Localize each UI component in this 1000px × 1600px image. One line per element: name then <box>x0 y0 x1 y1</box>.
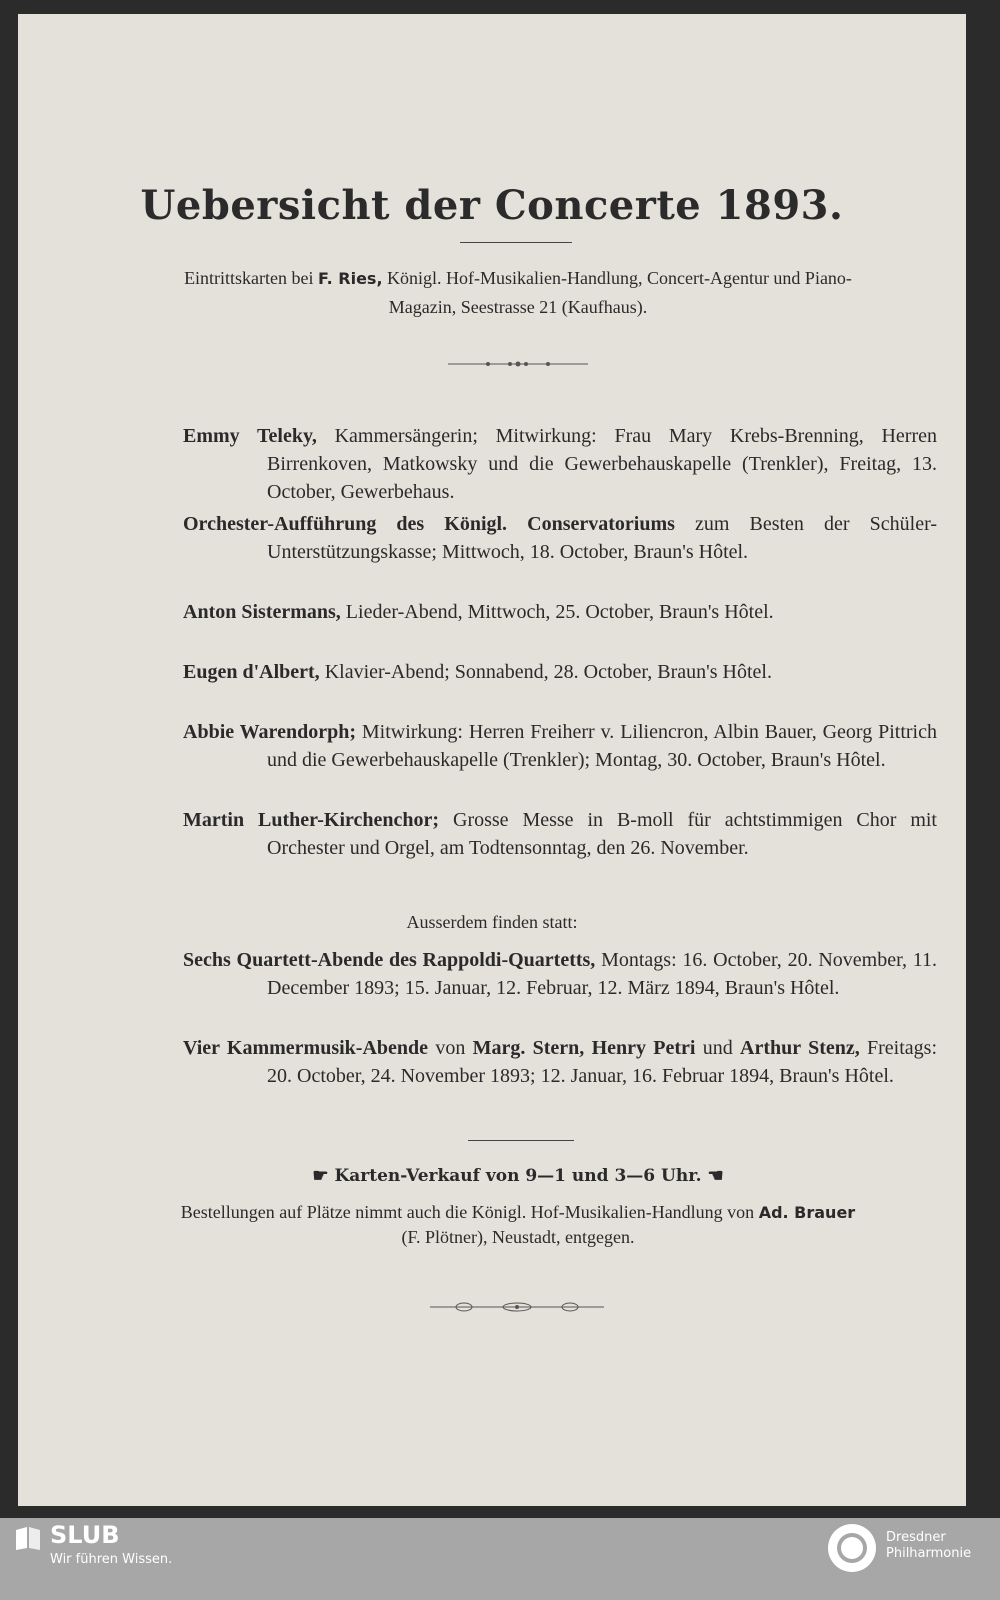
partner-name: Dresdner Philharmonie <box>886 1530 972 1561</box>
concert-entry: Martin Luther-Kirchenchor; Grosse Messe in B-moll für achtstimmigen Chor mit Orchester und Orgel, am Todtensonntag, den 26. November. <box>183 809 937 859</box>
book-icon <box>14 1524 42 1552</box>
concert-entry: Anton Sistermans, Lieder-Abend, Mittwoch, 25. October, Braun's Hôtel. <box>183 601 774 623</box>
concert-entry: Abbie Warendorph; Mitwirkung: Herren Freiherr v. Liliencron, Albin Bauer, Georg Pittrich und die Gewerbehauskapelle (Trenkler); Montag, 30. October, Braun's Hôtel. <box>183 721 937 771</box>
ornament-divider <box>448 358 588 370</box>
concert-entry: Orchester-Aufführung des Königl. Conservatoriums zum Besten der Schüler-Unterstützungskasse; Mittwoch, 18. October, Braun's Hôtel. <box>183 513 937 563</box>
orders-info: Bestellungen auf Plätze nimmt auch die Königl. Hof-Musikalien-Handlung von Ad. Brauer (F. Plötner), Neustadt, entgegen. <box>180 1202 856 1247</box>
section-divider <box>468 1140 574 1141</box>
additional-entry: Sechs Quartett-Abende des Rappoldi-Quartetts, Montags: 16. October, 20. November, 11. December 1893; 15. Januar, 12. Februar, 12. März 1894, Braun's Hôtel. <box>183 949 937 999</box>
concert-entry: Emmy Teleky, Kammersängerin; Mitwirkung: Frau Mary Krebs-Brenning, Herren Birrenkoven, Matkowsky und die Gewerbehauskapelle (Trenkler), Freitag, 13. October, Gewerbehaus. <box>183 425 938 503</box>
philharmonie-logo-icon <box>826 1522 878 1574</box>
library-tagline: Wir führen Wissen. <box>50 1552 173 1567</box>
library-name: SLUB <box>50 1521 120 1549</box>
sales-hours: ☛ Karten-Verkauf von 9—1 und 3—6 Uhr. ☚ <box>312 1165 724 1187</box>
additional-heading: Ausserdem finden statt: <box>406 912 578 932</box>
flourish-ornament <box>430 1300 604 1314</box>
document-page <box>18 14 966 1506</box>
additional-entry: Vier Kammermusik-Abende von Marg. Stern, Henry Petri und Arthur Stenz, Freitags: 20. October, 24. November 1893; 12. Januar, 16. Februar 1894, Braun's Hôtel. <box>183 1037 938 1087</box>
document-title: Uebersicht der Concerte 1893. <box>140 182 844 229</box>
ticket-seller: F. Ries, <box>318 269 383 288</box>
footer-bar <box>0 1518 1000 1600</box>
ticket-info: Eintrittskarten bei F. Ries, Königl. Hof-Musikalien-Handlung, Concert-Agentur und Piano-Magazin, Seestrasse 21 (Kaufhaus). <box>184 268 852 317</box>
pointing-hand-left-icon: ☚ <box>707 1165 724 1187</box>
title-divider <box>460 242 572 243</box>
concert-entry: Eugen d'Albert, Klavier-Abend; Sonnabend, 28. October, Braun's Hôtel. <box>183 661 772 683</box>
pointing-hand-icon: ☛ <box>312 1165 329 1187</box>
